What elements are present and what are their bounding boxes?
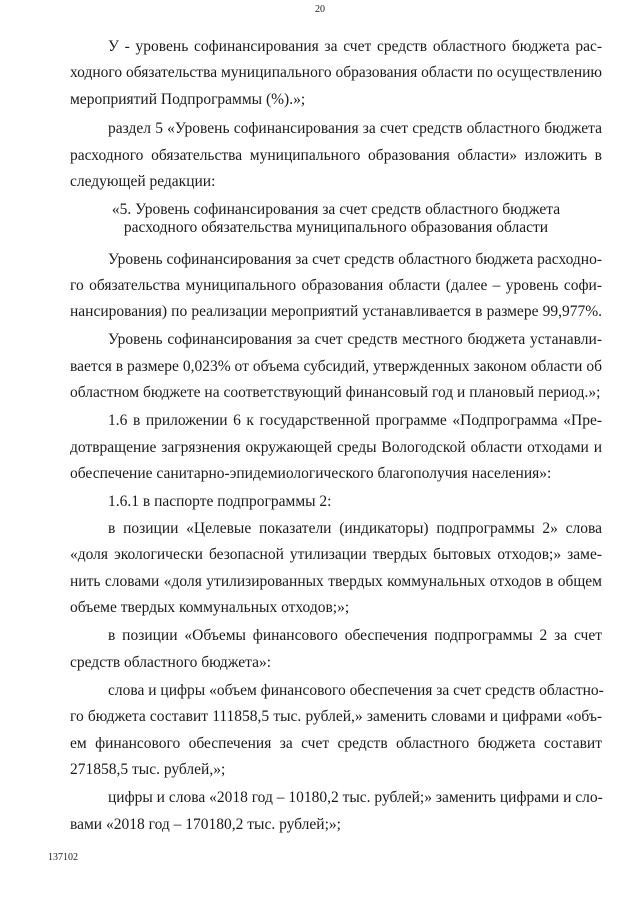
text-line: го обязательства муниципального образования области (далее – уровень софи- bbox=[70, 277, 602, 294]
text-line: вается в размере 0,023% от объема субсидий, утвержденных законом области об bbox=[70, 358, 602, 375]
text-line: в позиции «Целевые показатели (индикаторы) подпрограммы 2» слова bbox=[108, 520, 602, 537]
page-number: 20 bbox=[315, 4, 325, 15]
text-line: го бюджета составит 111858,5 тыс. рублей,» заменить словами и цифрами «объ- bbox=[70, 708, 602, 725]
text-line: 271858,5 тыс. рублей,»; bbox=[70, 761, 226, 778]
section-heading: «5. Уровень софинансирования за счет средств областного бюджета bbox=[111, 201, 561, 218]
text-line: Уровень софинансирования за счет средств областного бюджета расходно- bbox=[108, 251, 602, 268]
text-line: слова и цифры «объем финансового обеспечения за счет средств областно- bbox=[108, 682, 604, 699]
text-line: средств областного бюджета»: bbox=[70, 654, 272, 671]
text-line: нансирования) по реализации мероприятий устанавливается в размере 99,977%. bbox=[70, 303, 602, 320]
text-line: объеме твердых коммунальных отходов;»; bbox=[70, 599, 350, 616]
text-line: следующей редакции: bbox=[70, 173, 216, 190]
section-heading: расходного обязательства муниципального образования области bbox=[123, 219, 549, 236]
text-line: 1.6 в приложении 6 к государственной программе «Подпрограмма «Пре- bbox=[108, 412, 602, 429]
text-line: ходного обязательства муниципального образования области по осуществлению bbox=[70, 64, 603, 81]
text-line: обеспечение санитарно-эпидемиологического благополучия населения»: bbox=[70, 465, 552, 482]
text-line: У - уровень софинансирования за счет средств областного бюджета рас- bbox=[108, 38, 602, 55]
text-line: цифры и слова «2018 год – 10180,2 тыс. рублей;» заменить цифрами и сло- bbox=[108, 789, 603, 806]
text-line: расходного обязательства муниципального образования области» изложить в bbox=[70, 147, 602, 164]
text-line: 1.6.1 в паспорте подпрограммы 2: bbox=[108, 493, 332, 510]
document-code: 137102 bbox=[48, 852, 78, 863]
text-line: вами «2018 год – 170180,2 тыс. рублей;»; bbox=[70, 816, 341, 833]
text-line: мероприятий Подпрограммы (%).»; bbox=[70, 91, 306, 108]
text-line: дотвращение загрязнения окружающей среды Вологодской области отходами и bbox=[70, 439, 602, 456]
text-line: Уровень софинансирования за счет средств местного бюджета устанавли- bbox=[108, 331, 602, 348]
text-line: нить словами «доля утилизированных твердых коммунальных отходов в общем bbox=[70, 573, 602, 590]
text-line: раздел 5 «Уровень софинансирования за счет средств областного бюджета bbox=[108, 120, 602, 137]
text-line: в позиции «Объемы финансового обеспечения подпрограммы 2 за счет bbox=[108, 627, 602, 644]
text-line: ем финансового обеспечения за счет средств областного бюджета составит bbox=[70, 735, 602, 752]
text-line: «доля экологически безопасной утилизации твердых бытовых отходов;» заме- bbox=[70, 546, 602, 563]
text-line: областном бюджете на соответствующий финансовый год и плановый период.»; bbox=[70, 384, 601, 401]
